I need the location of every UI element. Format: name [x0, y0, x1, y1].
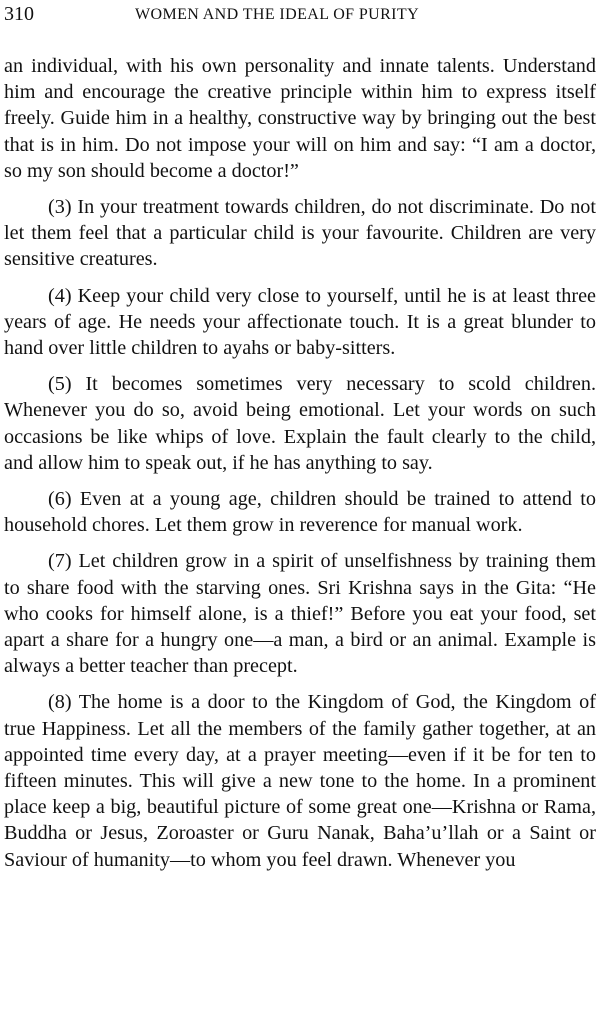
body-text — [4, 53, 596, 873]
running-title: WOMEN AND THE IDEAL OF PURITY — [135, 6, 420, 23]
paragraph-continuation: an individual, with his own personality and innate talents. Understand him and encourage the creative principle within him to express itself freely. Guide him in a healthy, constructive way by bringing out the best that is in him. Do not impose your will on him and say: “I am a doctor, so my son should become a doctor!” — [4, 55, 596, 182]
page-header — [4, 2, 596, 30]
paragraph-point-4: (4) Keep your child very close to yourself, until he is at least three years of age. He needs your affectionate touch. It is a great blunder to hand over little children to ayahs or baby-sitters. — [4, 284, 596, 360]
page-number: 310 — [4, 3, 34, 25]
paragraph-point-5: (5) It becomes sometimes very necessary to scold children. Whenever you do so, avoid being emotional. Let your words on such occasions be like whips of love. Explain the fault clearly to the child, and allow him to speak out, if he has anything to say. — [4, 373, 596, 474]
paragraph-point-7: (7) Let children grow in a spirit of unselfishness by training them to share food with the starving ones. Sri Krishna says in the Gita: “He who cooks for himself alone, is a thief!” Before you eat your food, set apart a share for a hungry one—a man, a bird or an animal. Example is always a better teacher than precept. — [4, 550, 596, 678]
paragraph-point-3: (3) In your treatment towards children, do not discriminate. Do not let them feel that a particular child is your favourite. Children are very sensitive creatures. — [4, 196, 596, 271]
paragraph-point-6: (6) Even at a young age, children should be trained to attend to household chores. Let them grow in reverence for manual work. — [4, 488, 596, 537]
paragraph-point-8: (8) The home is a door to the Kingdom of God, the Kingdom of true Happiness. Let all the members of the family gather together, at an appointed time every day, at a prayer meeting—even if it be for ten to fifteen minutes. This will give a new tone to the home. In a prominent place keep a big, beautiful picture of some great one—Krishna or Rama, Buddha or Jesus, Zoroaster or Guru Nanak, Baha’u’llah or a Saint or Saviour of humanity—to whom you feel drawn. Whenever you — [4, 691, 596, 871]
